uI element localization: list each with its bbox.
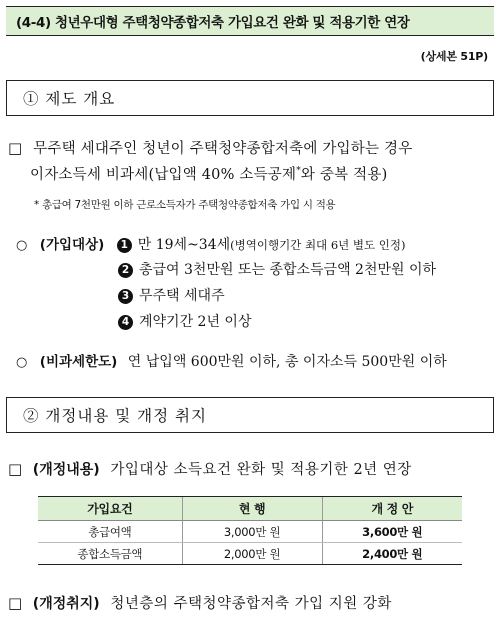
number-3-icon: 3 <box>118 289 133 304</box>
eligibility-label: (가입대상) <box>39 237 105 253</box>
change-row <box>8 458 412 479</box>
eligibility-item-4: 계약기간 2년 이상 <box>139 314 252 330</box>
change-label: (개정내용) <box>32 462 100 478</box>
limit-text: 연 납입액 600만원 이하, 총 이자소득 500만원 이하 <box>127 354 447 370</box>
purpose-text: 청년층의 주택청약종합저축 가입 지원 강화 <box>110 596 392 612</box>
circle-bullet-icon: ○ <box>16 238 28 253</box>
limit-label: (비과세한도) <box>39 354 118 370</box>
table-cell: 2,000만 원 <box>182 543 322 565</box>
purpose-label: (개정취지) <box>32 596 100 612</box>
table-row <box>38 521 462 543</box>
change-text: 가입대상 소득요건 완화 및 적용기한 2년 연장 <box>110 462 412 478</box>
section-heading-overview <box>6 80 494 116</box>
intro-text-1: 무주택 세대주인 청년이 주택청약종합저축에 가입하는 경우 <box>33 141 413 157</box>
source-reference: (상세본 51P) <box>420 50 488 63</box>
number-1-icon: 1 <box>117 238 132 253</box>
section-heading-text: ① 제도 개요 <box>23 90 116 108</box>
table-row <box>38 543 462 565</box>
intro-line-1 <box>8 137 412 158</box>
eligibility-item-row-4 <box>118 311 251 331</box>
section-heading-revision <box>6 397 494 433</box>
square-bullet-icon: □ <box>8 460 23 478</box>
section-heading-text: ② 개정내용 및 개정 취지 <box>23 407 207 425</box>
table-header-row <box>38 497 462 521</box>
eligibility-row <box>16 233 405 254</box>
eligibility-item-3: 무주택 세대주 <box>139 288 225 304</box>
footnote-marker: * <box>296 166 301 177</box>
limit-row <box>16 350 447 371</box>
table-cell: 3,600만 원 <box>322 521 462 543</box>
table-cell: 3,000만 원 <box>182 521 322 543</box>
eligibility-item-2: 총급여 3천만원 또는 종합소득금액 2천만원 이하 <box>139 262 437 278</box>
table-cell: 종합소득금액 <box>38 543 182 565</box>
comparison-table <box>38 496 462 565</box>
table-cell: 2,400만 원 <box>322 543 462 565</box>
eligibility-item-1: 만 19세~34세 <box>137 237 231 253</box>
square-bullet-icon: □ <box>8 139 23 157</box>
intro-text-2a: 이자소득세 비과세(납입액 40% 소득공제 <box>30 167 297 183</box>
table-header-cell: 개 정 안 <box>322 497 462 521</box>
intro-text-2b: 와 중복 적용) <box>300 167 388 183</box>
table-cell: 총급여액 <box>38 521 182 543</box>
number-2-icon: 2 <box>118 263 133 278</box>
eligibility-item-row-3 <box>118 285 225 305</box>
eligibility-item-1-note: (병역이행기간 최대 6년 별도 인정) <box>230 238 406 252</box>
purpose-row <box>8 592 392 613</box>
footnote-text: * 총급여 7천만원 이하 근로소득자가 주택청약종합저축 가입 시 적용 <box>34 199 336 211</box>
page-title: (4-4) 청년우대형 주택청약종합저축 가입요건 완화 및 적용기한 연장 <box>6 6 494 36</box>
table-header-cell: 현 행 <box>182 497 322 521</box>
eligibility-item-row-2 <box>118 259 436 279</box>
table-header-cell: 가입요건 <box>38 497 182 521</box>
number-4-icon: 4 <box>118 315 133 330</box>
circle-bullet-icon: ○ <box>16 355 28 370</box>
intro-line-2 <box>30 163 387 184</box>
square-bullet-icon: □ <box>8 594 23 612</box>
